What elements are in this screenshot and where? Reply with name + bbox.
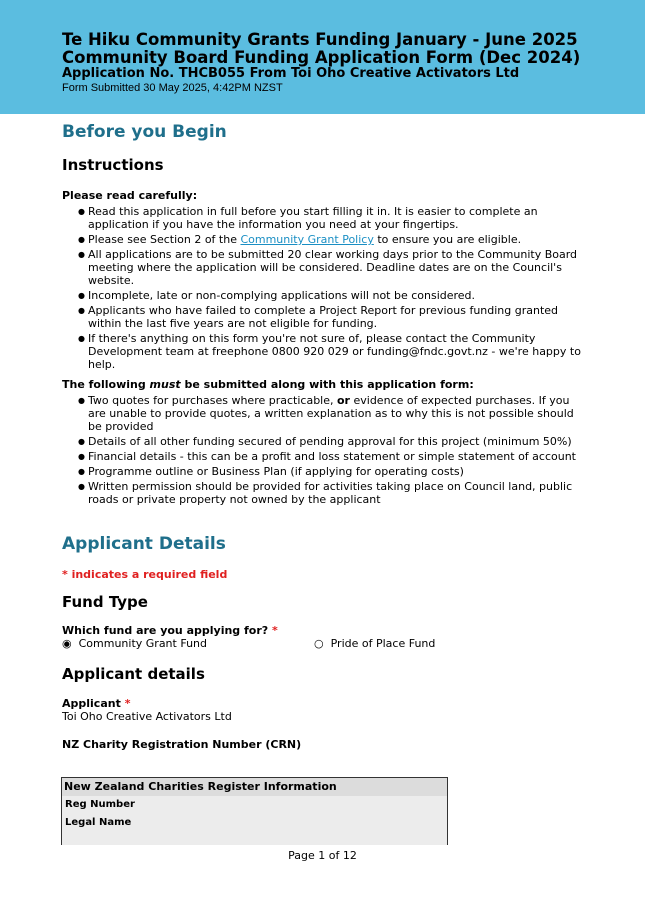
charities-register-table bbox=[61, 777, 448, 845]
form-header bbox=[0, 0, 645, 114]
list-item: ● Read this application in full before you start filling it in. It is easier to complete an application if you have the information you need at your fingertips. bbox=[78, 205, 582, 231]
radio-selected-icon: ◉ bbox=[62, 637, 72, 650]
list-item: ● Financial details - this can be a profit and loss statement or simple statement of account bbox=[78, 450, 582, 463]
community-grant-policy-link[interactable]: Community Grant Policy bbox=[240, 233, 374, 246]
list-item: ● Two quotes for purchases where practicable, or evidence of expected purchases. If you are unable to provide quotes, a written explanation as to why this is not possible should be provided bbox=[78, 394, 582, 433]
crn-label: NZ Charity Registration Number (CRN) bbox=[62, 738, 302, 751]
fund-question-label: Which fund are you applying for? * bbox=[62, 624, 278, 637]
applicant-label: Applicant * bbox=[62, 697, 131, 710]
list-item: ● Please see Section 2 of the Community Grant Policy to ensure you are eligible. bbox=[78, 233, 582, 246]
applicant-value: Toi Oho Creative Activators Ltd bbox=[62, 710, 232, 723]
list-item: ● Written permission should be provided for activities taking place on Council land, public roads or private property not owned by the applicant bbox=[78, 480, 582, 506]
list-item: ● Details of all other funding secured of pending approval for this project (minimum 50%) bbox=[78, 435, 582, 448]
must-submit-label: The following must be submitted along with this application form: bbox=[62, 378, 474, 391]
list-item: ● Programme outline or Business Plan (if applying for operating costs) bbox=[78, 465, 582, 478]
fund-radio-group bbox=[62, 637, 582, 651]
required-field-note: * indicates a required field bbox=[62, 568, 228, 581]
section-title-before: Before you Begin bbox=[62, 122, 227, 142]
reg-number-row: Reg Number bbox=[62, 796, 447, 814]
list-item: ● Incomplete, late or non-complying applications will not be considered. bbox=[78, 289, 582, 302]
page-number: Page 1 of 12 bbox=[288, 849, 357, 862]
fund-type-title: Fund Type bbox=[62, 593, 148, 611]
applicant-details-title: Applicant details bbox=[62, 665, 205, 683]
required-star: * bbox=[124, 697, 131, 710]
instructions-title: Instructions bbox=[62, 156, 164, 174]
read-carefully-label: Please read carefully: bbox=[62, 189, 198, 202]
list-item: ● All applications are to be submitted 20 clear working days prior to the Community Board meeting where the application will be considered. Deadline dates are on the Council's website. bbox=[78, 248, 582, 287]
instructions-list bbox=[62, 205, 582, 371]
radio-pride-of-place-fund[interactable]: ○ Pride of Place Fund bbox=[314, 637, 436, 650]
radio-unselected-icon: ○ bbox=[314, 637, 324, 650]
must-submit-list bbox=[62, 394, 582, 506]
list-item: ● If there's anything on this form you're not sure of, please contact the Community Development team at freephone 0800 920 029 or funding@fndc.govt.nz - we're happy to help. bbox=[78, 332, 582, 371]
table-continuation bbox=[62, 832, 447, 845]
legal-name-row: Legal Name bbox=[62, 814, 447, 832]
required-star: * bbox=[272, 624, 278, 637]
charities-table-header: New Zealand Charities Register Information bbox=[62, 778, 447, 796]
submitted-date: Form Submitted 30 May 2025, 4:42PM NZST bbox=[62, 82, 283, 94]
form-title-line1: Te Hiku Community Grants Funding January - June 2025 bbox=[62, 30, 578, 49]
form-body bbox=[62, 118, 582, 751]
application-number: Application No. THCB055 From Toi Oho Creative Activators Ltd bbox=[62, 66, 520, 81]
radio-community-grant-fund[interactable]: ◉ Community Grant Fund bbox=[62, 637, 207, 650]
list-item: ● Applicants who have failed to complete a Project Report for previous funding granted within the last five years are not eligible for funding. bbox=[78, 304, 582, 330]
section-title-applicant: Applicant Details bbox=[62, 534, 226, 554]
form-title-line2: Community Board Funding Application Form (Dec 2024) bbox=[62, 48, 581, 67]
